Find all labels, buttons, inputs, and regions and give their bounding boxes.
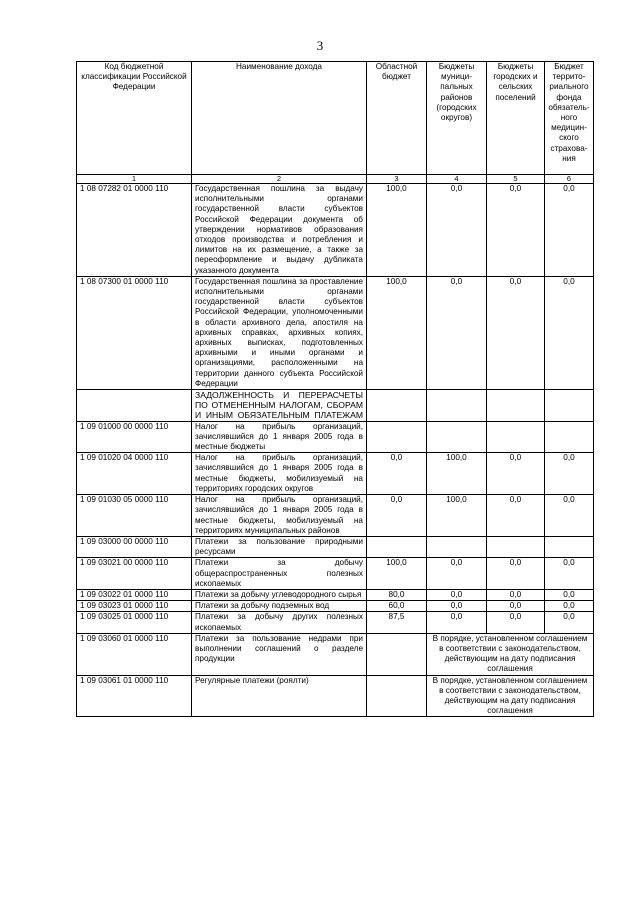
row-regional-value <box>367 675 427 717</box>
row-name: Платежи за добычу углеводородного сырья <box>192 589 367 600</box>
budget-table <box>76 61 594 717</box>
row-code: 1 09 03022 01 0000 110 <box>77 589 192 600</box>
row-name: Платежи за пользование природными ресурсами <box>192 536 367 557</box>
row-municipal-value: 0,0 <box>427 589 487 600</box>
header-medical-fund: Бюджет террито-риального фонда обязатель-ного медицин-ского страхова-ния <box>545 62 594 175</box>
column-number: 6 <box>545 175 594 184</box>
table-row <box>77 558 594 590</box>
row-municipal-value: 0,0 <box>427 276 487 389</box>
page-number: 3 <box>316 38 324 53</box>
header-settlements: Бюджеты городских и сельских поселений <box>487 62 545 175</box>
row-regional-value: 80,0 <box>367 589 427 600</box>
table-row <box>77 495 594 537</box>
row-code: 1 09 01020 04 0000 110 <box>77 453 192 495</box>
row-medical-fund-value <box>545 390 594 422</box>
row-regional-value <box>367 390 427 422</box>
row-code: 1 09 03021 00 0000 110 <box>77 558 192 590</box>
row-settlements-value: 0,0 <box>487 453 545 495</box>
row-regional-value: 60,0 <box>367 601 427 612</box>
table-row <box>77 589 594 600</box>
row-municipal-value: 0,0 <box>427 601 487 612</box>
row-code: 1 09 03023 01 0000 110 <box>77 601 192 612</box>
section-header-row <box>77 390 594 422</box>
row-name: Государственная пошлина за выдачу исполнительными органами государственной власти субъектов Российской Федерации документа об утверждении нормативов образования отходов производства и потребления и лимитов на их размещение, а также за переоформление и выдачу дубликата указанного документа <box>192 184 367 277</box>
row-code: 1 09 03000 00 0000 110 <box>77 536 192 557</box>
row-medical-fund-value: 0,0 <box>545 184 594 277</box>
row-regional-value <box>367 536 427 557</box>
row-code: 1 08 07300 01 0000 110 <box>77 276 192 389</box>
row-settlements-value <box>487 421 545 453</box>
header-regional: Областной бюджет <box>367 62 427 175</box>
row-municipal-value <box>427 536 487 557</box>
column-number: 2 <box>192 175 367 184</box>
column-number: 4 <box>427 175 487 184</box>
row-name: Налог на прибыль организаций, зачислявшийся до 1 января 2005 года в местные бюджеты <box>192 421 367 453</box>
row-municipal-value: 0,0 <box>427 558 487 590</box>
row-municipal-value <box>427 390 487 422</box>
table-row <box>77 675 594 717</box>
column-number: 5 <box>487 175 545 184</box>
table-row <box>77 421 594 453</box>
row-name: Платежи за пользование недрами при выполнении соглашений о разделе продукции <box>192 633 367 675</box>
header-row <box>77 62 594 175</box>
row-medical-fund-value: 0,0 <box>545 612 594 633</box>
row-regional-value: 100,0 <box>367 184 427 277</box>
row-medical-fund-value <box>545 421 594 453</box>
table-row <box>77 184 594 277</box>
column-number: 1 <box>77 175 192 184</box>
row-settlements-value: 0,0 <box>487 589 545 600</box>
agreement-note: В порядке, установленном соглашением в соответствии с законодательством, действующим на дату подписания соглашения <box>427 675 594 717</box>
row-settlements-value: 0,0 <box>487 276 545 389</box>
row-regional-value: 100,0 <box>367 558 427 590</box>
row-settlements-value: 0,0 <box>487 558 545 590</box>
row-regional-value <box>367 633 427 675</box>
table-row <box>77 453 594 495</box>
row-regional-value: 87,5 <box>367 612 427 633</box>
row-regional-value <box>367 421 427 453</box>
row-medical-fund-value: 0,0 <box>545 589 594 600</box>
row-name: Налог на прибыль организаций, зачислявшийся до 1 января 2005 года в местные бюджеты, мобилизуемый на территориях городских округов <box>192 453 367 495</box>
row-municipal-value: 0,0 <box>427 612 487 633</box>
row-name: Платежи за добычу общераспространенных полезных ископаемых <box>192 558 367 590</box>
section-title: ЗАДОЛЖЕННОСТЬ И ПЕРЕРАСЧЕТЫ ПО ОТМЕНЕННЫМ НАЛОГАМ, СБОРАМ И ИНЫМ ОБЯЗАТЕЛЬНЫМ ПЛАТЕЖАМ <box>192 390 367 422</box>
row-municipal-value: 100,0 <box>427 453 487 495</box>
row-medical-fund-value: 0,0 <box>545 601 594 612</box>
row-name: Платежи за добычу подземных вод <box>192 601 367 612</box>
row-settlements-value: 0,0 <box>487 612 545 633</box>
row-medical-fund-value: 0,0 <box>545 558 594 590</box>
row-medical-fund-value: 0,0 <box>545 495 594 537</box>
row-medical-fund-value: 0,0 <box>545 276 594 389</box>
row-code: 1 09 01000 00 0000 110 <box>77 421 192 453</box>
table-row <box>77 612 594 633</box>
row-medical-fund-value <box>545 536 594 557</box>
row-municipal-value: 0,0 <box>427 184 487 277</box>
row-code: 1 09 03025 01 0000 110 <box>77 612 192 633</box>
row-code: 1 09 01030 05 0000 110 <box>77 495 192 537</box>
header-name: Наименование дохода <box>192 62 367 175</box>
row-settlements-value: 0,0 <box>487 184 545 277</box>
row-settlements-value: 0,0 <box>487 495 545 537</box>
row-code <box>77 390 192 422</box>
header-code: Код бюджетной классификации Российской Федерации <box>77 62 192 175</box>
header-municipal: Бюджеты муници-пальных районов (городских округов) <box>427 62 487 175</box>
row-municipal-value <box>427 421 487 453</box>
row-regional-value: 0,0 <box>367 453 427 495</box>
row-name: Государственная пошлина за проставление исполнительными органами государственной власти субъектов Российской Федерации, уполномоченными в области архивного дела, апостиля на архивных справках, архивных копиях, архивных выписках, подготовленных архивными и иными органами и организациями, расположенными на территории данного субъекта Российской Федерации <box>192 276 367 389</box>
agreement-note: В порядке, установленном соглашением в соответствии с законодательством, действующим на дату подписания соглашения <box>427 633 594 675</box>
row-name: Платежи за добычу других полезных ископаемых <box>192 612 367 633</box>
row-settlements-value <box>487 390 545 422</box>
row-name: Налог на прибыль организаций, зачислявшийся до 1 января 2005 года в местные бюджеты, мобилизуемый на территориях муниципальных районов <box>192 495 367 537</box>
table-row <box>77 536 594 557</box>
table-row <box>77 276 594 389</box>
row-code: 1 09 03060 01 0000 110 <box>77 633 192 675</box>
row-settlements-value <box>487 536 545 557</box>
row-code: 1 08 07282 01 0000 110 <box>77 184 192 277</box>
row-medical-fund-value: 0,0 <box>545 453 594 495</box>
table-row <box>77 601 594 612</box>
column-number: 3 <box>367 175 427 184</box>
row-regional-value: 0,0 <box>367 495 427 537</box>
column-number-row <box>77 175 594 184</box>
row-settlements-value: 0,0 <box>487 601 545 612</box>
row-name: Регулярные платежи (роялти) <box>192 675 367 717</box>
row-municipal-value: 100,0 <box>427 495 487 537</box>
row-code: 1 09 03061 01 0000 110 <box>77 675 192 717</box>
table-row <box>77 633 594 675</box>
row-regional-value: 100,0 <box>367 276 427 389</box>
